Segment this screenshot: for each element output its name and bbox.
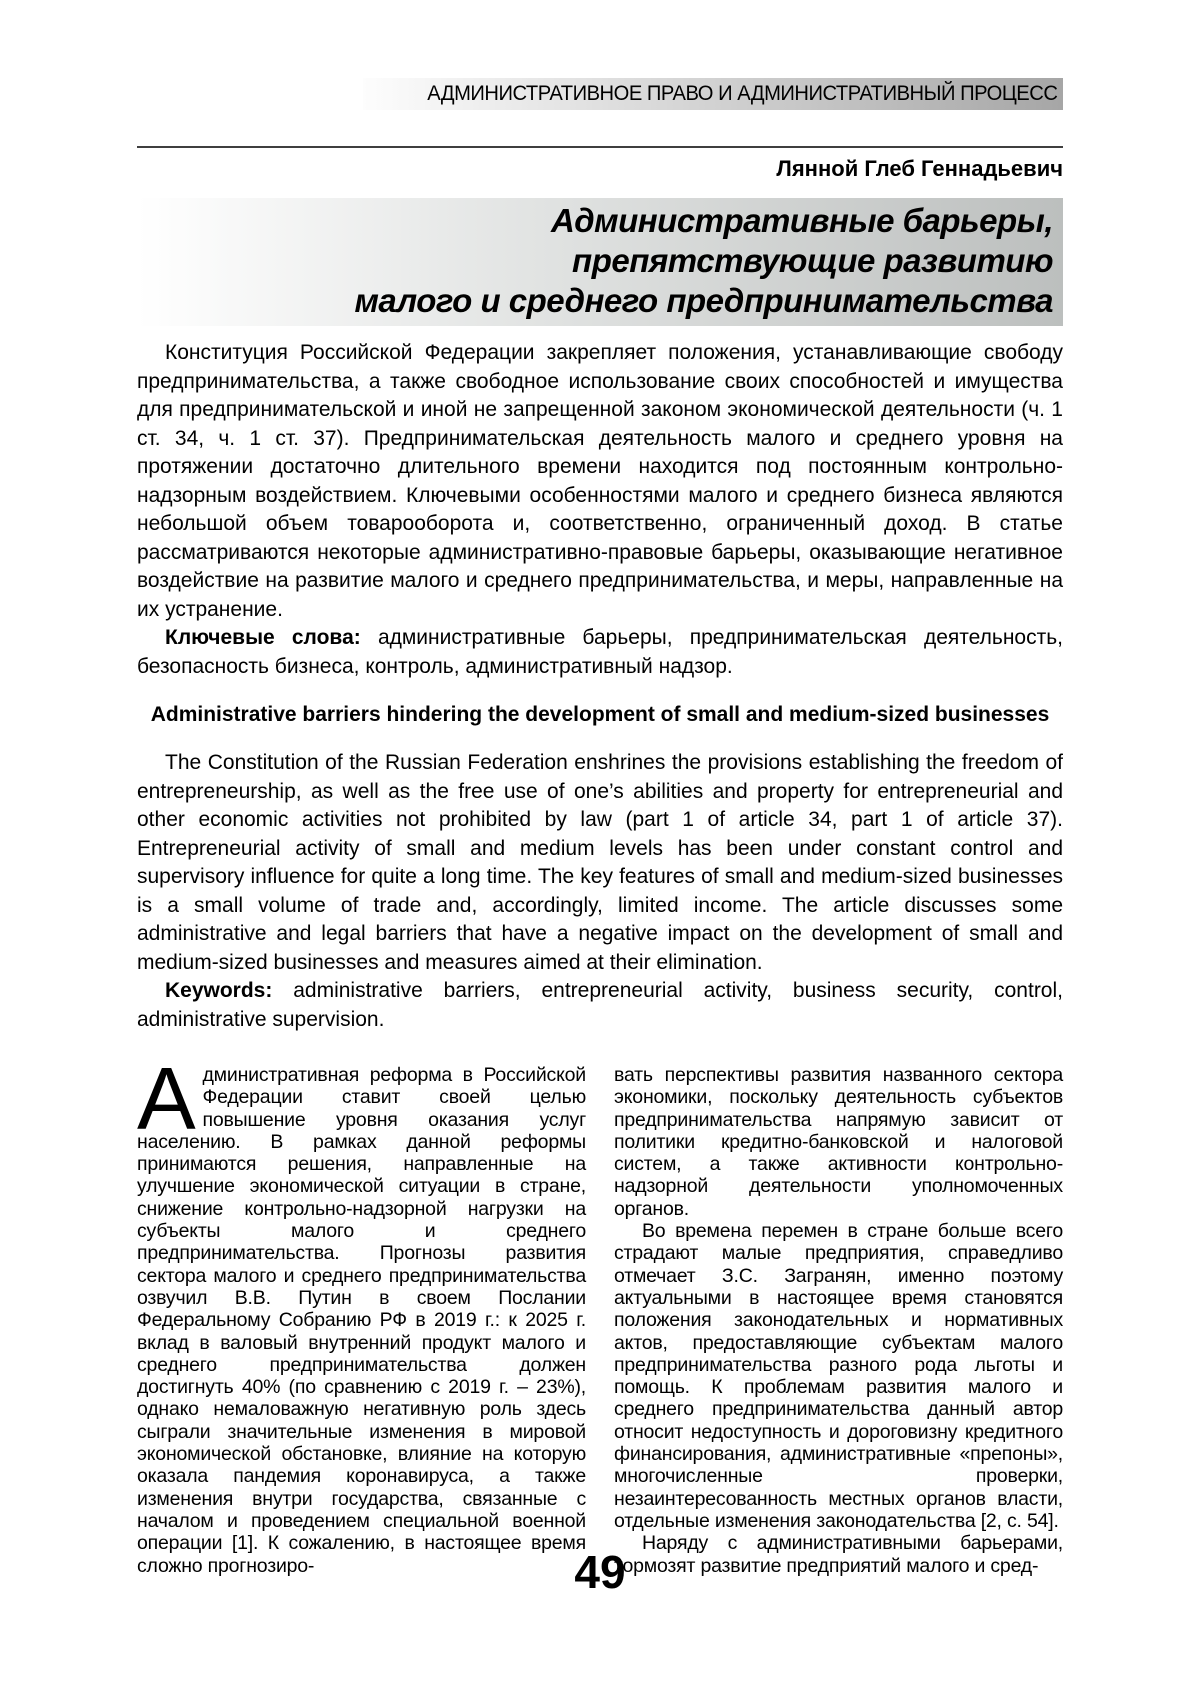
keywords-en-label: Keywords: bbox=[165, 979, 273, 1002]
abstract-en-text: The Constitution of the Russian Federation enshrines the provisions establishing the freedom of entrepreneurship, as well as the free use of one’s abilities and property for entrepreneurial and other economic activities not prohibited by law (part 1 of article 34, part 1 of article 37). Entrepreneurial activity of small and medium levels has been under constant control and supervisory influence for quite a long time. The key features of small and medium-sized businesses is a small volume of trade and, accordingly, limited income. The article discusses some administrative and legal barriers that have a negative impact on the development of small and medium-sized businesses and measures aimed at their elimination. bbox=[137, 751, 1063, 974]
body-columns bbox=[137, 1049, 1063, 1577]
section-title: АДМИНИСТРАТИВНОЕ ПРАВО И АДМИНИСТРАТИВНЫЙ ПРОЦЕСС bbox=[426, 82, 1057, 105]
abstract-en bbox=[137, 749, 1063, 1034]
article-title-block bbox=[137, 198, 1063, 326]
divider-rule bbox=[137, 146, 1063, 148]
section-header-bar bbox=[363, 78, 1063, 110]
article-title-en: Administrative barriers hindering the development of small and medium-sized businesses bbox=[150, 703, 1050, 726]
keywords-en bbox=[137, 977, 1063, 1034]
abstract-ru bbox=[137, 339, 1063, 681]
left-column bbox=[137, 1049, 586, 1577]
abstract-ru-text: Конституция Российской Федерации закрепляет положения, устанавливающие свободу предпринимательства, а также свободное использование своих способностей и имущества для предпринимательской и иной не запрещенной законом экономической деятельности (ч. 1 ст. 34, ч. 1 ст. 37). Предпринимательская деятельность малого и среднего уровня на протяжении достаточно длительного времени находится под постоянным контрольно-надзорным воздействием. Ключевыми особенностями малого и среднего бизнеса являются небольшой объем товарооборота и, соответственно, ограниченный доход. В статье рассматриваются некоторые административно-правовые барьеры, оказывающие негативное воздействие на развитие малого и среднего предпринимательства, и меры, направленные на их устранение. bbox=[137, 341, 1063, 621]
body-paragraph-1-continued: вать перспективы развития названного сектора экономики, поскольку деятельность субъектов предпринимательства напрямую зависит от политики кредитно-банковской и налоговой систем, а также активности контрольно-надзорной деятельности уполномоченных органов. bbox=[614, 1064, 1063, 1220]
right-column bbox=[614, 1064, 1063, 1577]
keywords-en-text: administrative barriers, entrepreneurial activity, business security, control, administrative supervision. bbox=[137, 979, 1063, 1031]
body-paragraph-1 bbox=[137, 1049, 586, 1577]
drop-cap: А bbox=[137, 1049, 196, 1148]
keywords-ru-text: административные барьеры, предпринимательская деятельность, безопасность бизнеса, контроль, административный надзор. bbox=[137, 626, 1063, 678]
author-name: Лянной Глеб Геннадьевич bbox=[776, 156, 1063, 181]
page-number: 49 bbox=[574, 1546, 626, 1598]
keywords-ru bbox=[137, 624, 1063, 681]
body-paragraph-1-text: дминистративная реформа в Российской Федерации ставит своей целью повышение уровня оказания услуг населению. В рамках данной реформы принимаются решения, направленные на улучшение экономической ситуации в стране, снижение контрольно-надзорной нагрузки на субъекты малого и среднего предпринимательства. Прогнозы развития сектора малого и среднего предпринимательства озвучил В.В. Путин в своем Послании Федеральному Собранию РФ в 2019 г.: к 2025 г. вклад в валовый внутренний продукт малого и среднего предпринимательства должен достигнуть 40% (по сравнению с 2019 г. – 23%), однако немаловажную негативную роль здесь сыграли значительные изменения в мировой экономической обстановке, влияние на которую оказала пандемия коронавируса, а также изменения внутри государства, связанные с началом и проведением специальной военной операции [1]. К сожалению, в настоящее время сложно прогнозиро- bbox=[137, 1064, 586, 1577]
article-title-line-2: препятствующие развитию bbox=[572, 242, 1053, 279]
article-title-line-1: Административные барьеры, bbox=[550, 202, 1053, 239]
body-paragraph-2: Во времена перемен в стране больше всего страдают малые предприятия, справедливо отмечает З.С. Загранян, именно поэтому актуальными в настоящее время становятся положения законодательных и нормативных актов, предоставляющие субъектам малого предпринимательства разного рода льготы и помощь. К проблемам развития малого и среднего предпринимательства данный автор относит недоступность и дороговизну кредитного финансирования, административные «препоны», многочисленные проверки, незаинтересованность местных органов власти, отдельные изменения законодательства [2, с. 54]. bbox=[614, 1220, 1063, 1532]
article-title-line-3: малого и среднего предпринимательства bbox=[354, 282, 1053, 319]
body-paragraph-3: Наряду с административными барьерами, тормозят развитие предприятий малого и сред- bbox=[614, 1532, 1063, 1577]
keywords-ru-label: Ключевые слова: bbox=[165, 626, 361, 649]
